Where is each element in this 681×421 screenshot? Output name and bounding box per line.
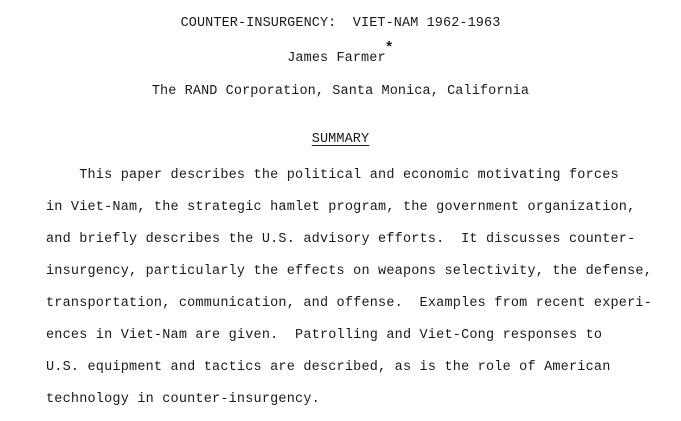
author-footnote-marker: * <box>384 40 394 57</box>
summary-body <box>46 160 666 416</box>
affiliation: The RAND Corporation, Santa Monica, California <box>151 84 530 99</box>
summary-line: insurgency, particularly the effects on weapons selectivity, the defense, <box>46 264 652 279</box>
summary-heading <box>0 132 681 147</box>
summary-line: This paper describes the political and economic motivating forces <box>46 168 619 183</box>
summary-line: ences in Viet-Nam are given. Patrolling and Viet-Cong responses to <box>46 328 603 343</box>
document-title: COUNTER-INSURGENCY: VIET-NAM 1962-1963 <box>180 16 501 31</box>
author-name: James Farmer <box>287 51 386 66</box>
summary-heading-text: SUMMARY <box>311 132 370 147</box>
summary-line: transportation, communication, and offense. Examples from recent experi- <box>46 296 652 311</box>
summary-line: in Viet-Nam, the strategic hamlet program, the government organization, <box>46 200 636 215</box>
author-line <box>0 40 681 66</box>
summary-line: U.S. equipment and tactics are described, as is the role of American <box>46 360 611 375</box>
summary-line: technology in counter-insurgency. <box>46 392 320 407</box>
summary-line: and briefly describes the U.S. advisory efforts. It discusses counter- <box>46 232 636 247</box>
